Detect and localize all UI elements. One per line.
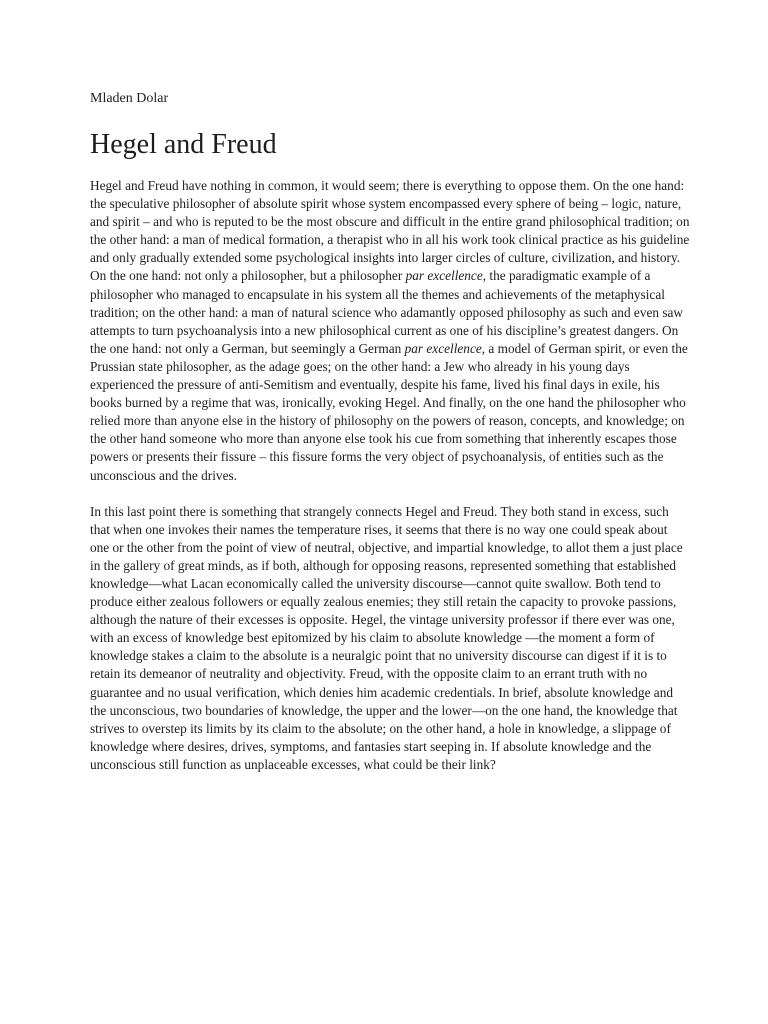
document-page: [90, 90, 690, 792]
document-title: Hegel and Freud: [90, 129, 277, 160]
author-name: Mladen Dolar: [90, 91, 169, 106]
paragraph-1-italic: par excellence: [404, 340, 482, 356]
paragraph-1-text: , a model of German spirit, or even the Prussian state philosopher, as the adage goes; on the other hand: a Jew who already in his young days experienced the pressure of anti-Semitism and eventually, despite his fame, lived his final days in exile, his books burned by a regime that was, ironically, evoking Hegel. And finally, on the one hand the philosopher who relied more than anyone else in the history of philosophy on the powers of reason, concepts, and knowledge; on the other hand someone who more than anyone else took his cue from something that inherently escapes those powers or presents their fissure – this fissure forms the very object of psychoanalysis, of entities such as the unconscious and the drives.: [90, 340, 688, 483]
paragraph-1: [90, 177, 690, 485]
paragraph-1-text: Hegel and Freud have nothing in common, it would seem; there is everything to oppose them. On the one hand: the speculative philosopher of absolute spirit whose system encompassed every sphere of being – logic, nature, and spirit – and who is reputed to be the most obscure and difficult in the entire grand philosophical tradition; on the other hand: a man of medical formation, a therapist who in all his work took clinical practice as his guideline and only gradually extended some psychological insights into larger circles of culture, civilization, and history. On the one hand: not only a philosopher, but a philosopher: [90, 178, 690, 284]
paragraph-2: In this last point there is something that strangely connects Hegel and Freud. They both stand in excess, such that when one invokes their names the temperature rises, it seems that there is no way one could speak about one or the other from the point of view of neutral, objective, and impartial knowledge, to allot them a just place in the gallery of great minds, as if both, although for opposing reasons, represented something that established knowledge—what Lacan economically called the university discourse—cannot quite swallow. Both tend to produce either zealous followers or equally zealous enemies; they still retain the capacity to provoke passions, although the nature of their excesses is opposite. Hegel, the vintage university professor if there ever was one, with an excess of knowledge best epitomized by his claim to absolute knowledge —the moment a form of knowledge stakes a claim to the absolute is a neuralgic point that no university discourse can digest if it is to retain its demeanor of neutrality and objectivity. Freud, with the opposite claim to an errant truth with no guarantee and no usual verification, which denies him academic credentials. In brief, absolute knowledge and the unconscious, two boundaries of knowledge, the upper and the lower—on the one hand, the knowledge that strives to overstep its limits by its claim to the absolute; on the other hand, a hole in knowledge, a slippage of knowledge where desires, drives, symptoms, and fantasies start seeping in. If absolute knowledge and the unconscious still function as unplaceable excesses, what could be their link?: [90, 503, 683, 772]
paragraph-1-italic: par excellence: [405, 268, 483, 284]
paragraph-1-text: , the paradigmatic example of a philosopher who managed to encapsulate in his system all the themes and achievements of the metaphysical tradition; on the other hand: a man of natural science who adamantly opposed philosophy as such and even saw attempts to turn psychoanalysis into a new philosophical current as one of his discipline’s greatest dangers. On the one hand: not only a German, but seemingly a German: [90, 268, 684, 356]
